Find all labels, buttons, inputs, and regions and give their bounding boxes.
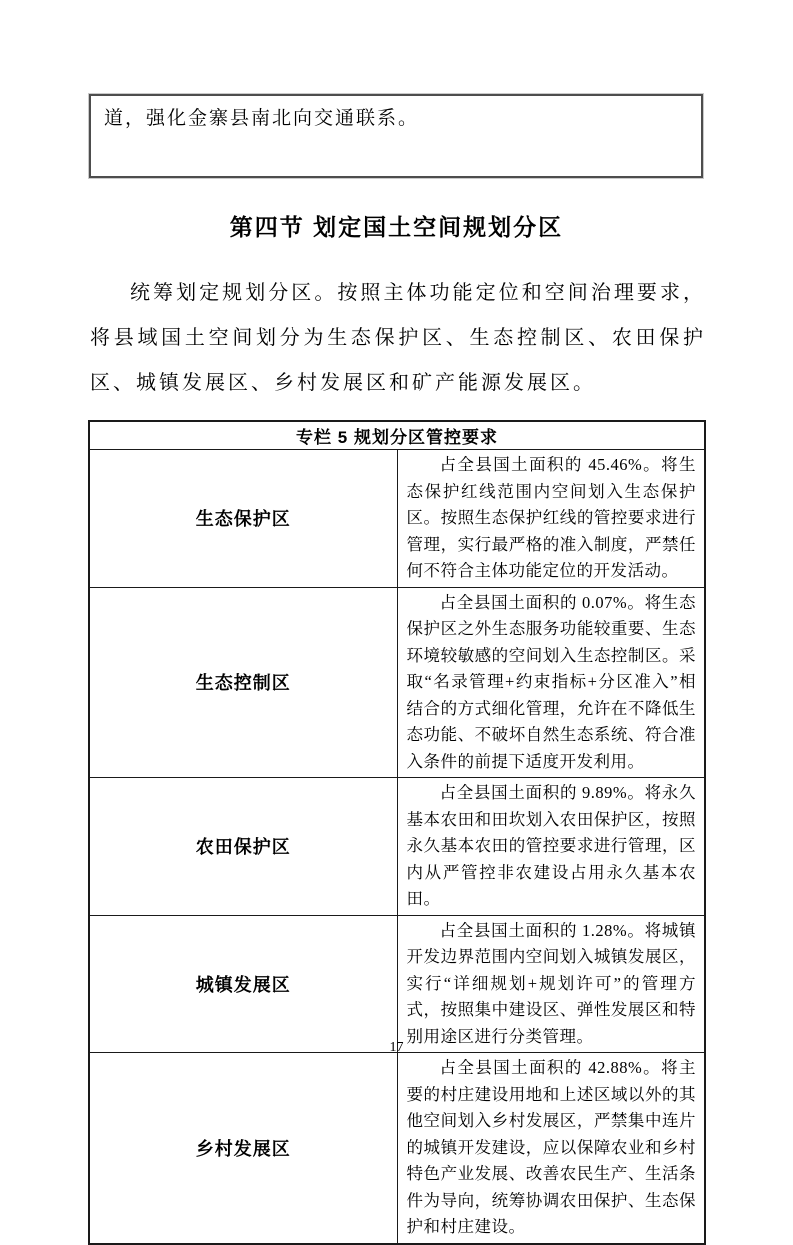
table-title-row: [89, 421, 705, 450]
zone-label: 生态保护区: [89, 450, 397, 588]
intro-paragraph: 统筹划定规划分区。按照主体功能定位和空间治理要求，将县域国土空间划分为生态保护区、生态控制区、农田保护区、城镇发展区、乡村发展区和矿产能源发展区。: [90, 282, 706, 394]
zone-content: 占全县国土面积的 1.28%。将城镇开发边界范围内空间划入城镇发展区，实行“详细规划+规划许可”的管理方式，按照集中建设区、弹性发展区和特别用途区进行分类管理。: [397, 915, 705, 1053]
zone-label: 生态控制区: [89, 587, 397, 778]
zone-content: 占全县国土面积的 45.46%。将生态保护红线范围内空间划入生态保护区。按照生态保护红线的管控要求进行管理，实行最严格的准入制度，严禁任何不符合主体功能定位的开发活动。: [397, 450, 705, 588]
table-row: [89, 1053, 705, 1244]
page-number: 17: [389, 1040, 404, 1055]
zone-content: 占全县国土面积的 9.89%。将永久基本农田和田坎划入农田保护区，按照永久基本农田的管控要求进行管理，区内从严管控非农建设占用永久基本农田。: [397, 778, 705, 916]
table-row: [89, 450, 705, 588]
zone-label: 乡村发展区: [89, 1053, 397, 1244]
table-title: 专栏 5 规划分区管控要求: [89, 421, 705, 450]
zone-content: 占全县国土面积的 0.07%。将生态保护区之外生态服务功能较重要、生态环境较敏感的空间划入生态控制区。采取“名录管理+约束指标+分区准入”相结合的方式细化管理，允许在不降低生态功能、不破坏自然生态系统、符合准入条件的前提下适度开发利用。: [397, 587, 705, 778]
zone-label: 农田保护区: [89, 778, 397, 916]
table-row: [89, 915, 705, 1053]
top-note-text: 道，强化金寨县南北向交通联系。: [104, 108, 420, 129]
zone-label: 城镇发展区: [89, 915, 397, 1053]
planning-zones-table: [88, 420, 706, 1245]
table-row: [89, 587, 705, 778]
table-row: [89, 778, 705, 916]
zone-content: 占全县国土面积的 42.88%。将主要的村庄建设用地和上述区域以外的其他空间划入乡村发展区，严禁集中连片的城镇开发建设，应以保障农业和乡村特色产业发展、改善农民生产、生活条件为导向，统筹协调农田保护、生态保护和村庄建设。: [397, 1053, 705, 1244]
top-note-box: [89, 94, 703, 178]
section-heading: 第四节 划定国土空间规划分区: [229, 214, 564, 240]
